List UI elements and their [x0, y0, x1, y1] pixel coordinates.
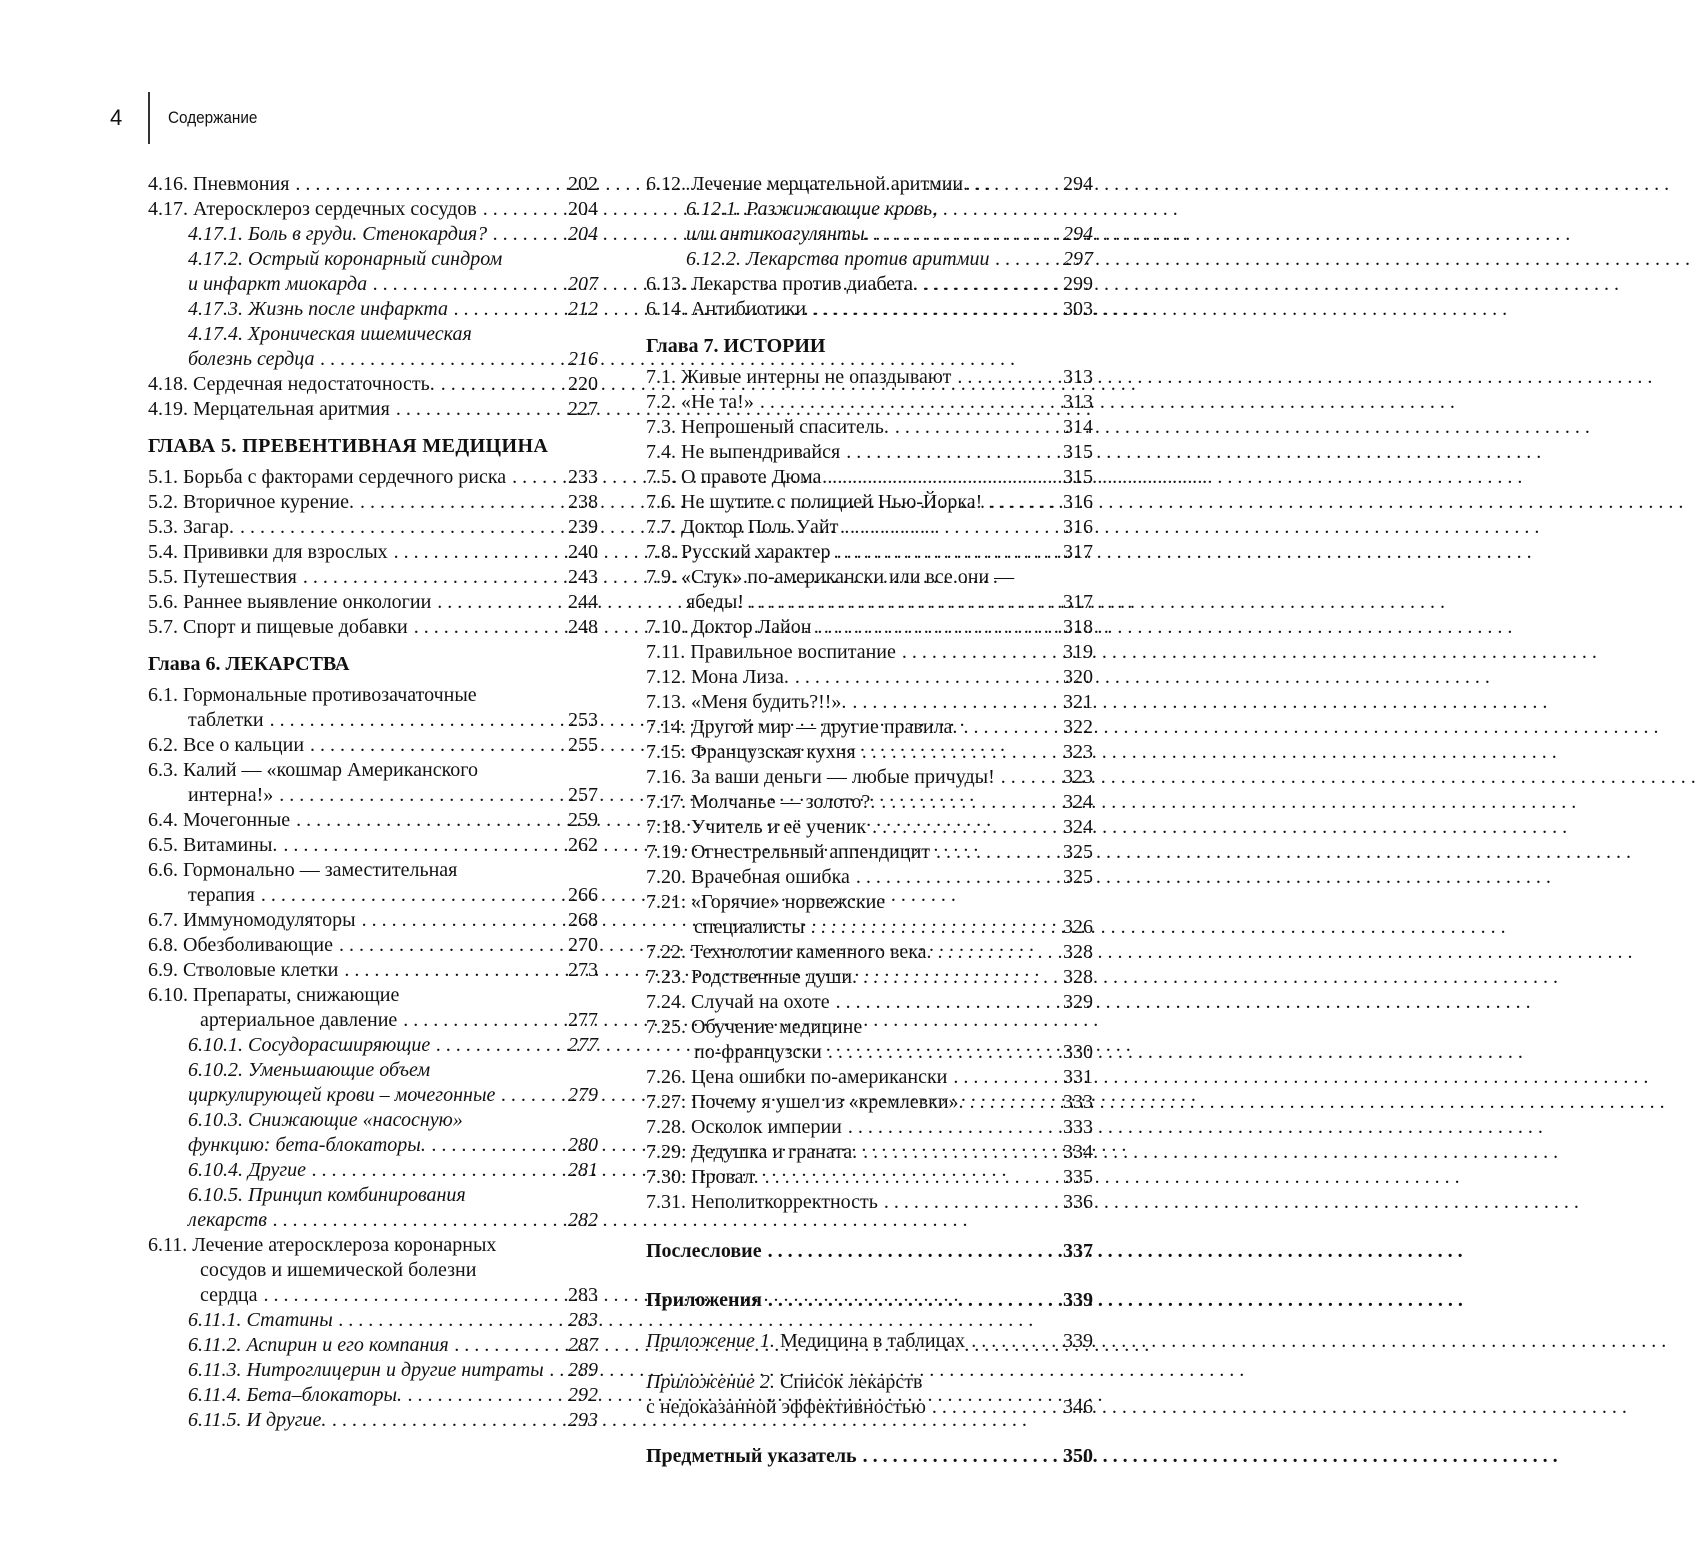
toc-appendix-2-line: Приложение 2. Список лекарств	[646, 1371, 923, 1393]
toc-subentry-line: 6.10.2. Уменьшающие объем	[188, 1059, 431, 1081]
toc-entry-line: 6.6. Гормонально — заместительная	[148, 859, 458, 881]
toc-entry: 7.20. Врачебная ошибка . . . 325	[646, 865, 1093, 890]
toc-subentry-line: 4.17.4. Хроническая ишемическая	[188, 323, 472, 345]
toc-entry: 7.26. Цена ошибки по-американски . . . 331	[646, 1065, 1093, 1090]
toc-subentry-line: 6.12.1. Разжижающие кровь,	[686, 198, 938, 220]
toc-entry: 7.8. Русский характер . . . 317	[646, 540, 1093, 565]
toc-subentry: лекарств . . . 282	[148, 1208, 598, 1233]
toc-entry-line: 6.1. Гормональные противозачаточные	[148, 684, 477, 706]
toc-entry: 6.12. Лечение мерцательной аритмии. . . . 294	[646, 172, 1093, 197]
toc-subentry: функцию: бета-блокаторы. . . . 280	[148, 1133, 598, 1158]
toc-subentry: 6.11.3. Нитроглицерин и другие нитраты . . . 289	[148, 1358, 598, 1383]
toc-entry: 6.13. Лекарства против диабета. . . . 299	[646, 272, 1093, 297]
toc-entry: 7.19. Огнестрельный аппендицит . . . 325	[646, 840, 1093, 865]
toc-entry: 7.11. Правильное воспитание . . . 319	[646, 640, 1093, 665]
toc-entry: 7.14. Другой мир — другие правила. . . . 322	[646, 715, 1093, 740]
toc-entry: таблетки . . . 253	[148, 708, 598, 733]
toc-afterword: Послесловие . . . 337	[646, 1239, 1093, 1264]
toc-entry-line: 7.21. «Горячие» норвежские	[646, 891, 886, 913]
chapter-heading: Глава 7. ИСТОРИИ	[646, 335, 826, 357]
toc-subentry: 6.10.4. Другие . . . 281	[148, 1158, 598, 1183]
toc-entry: 7.30. Провал. . . . 335	[646, 1165, 1093, 1190]
toc-subentry: и инфаркт миокарда . . . 207	[148, 272, 598, 297]
toc-entry: по-французски . . . 330	[646, 1040, 1093, 1065]
chapter-heading: Глава 6. ЛЕКАРСТВА	[148, 653, 350, 675]
toc-entry-line: 7.9. «Стук» по-американски или все они —	[646, 566, 1015, 588]
toc-entry: 7.22. Технологии каменного века. . . . 328	[646, 940, 1093, 965]
toc-entry: 4.18. Сердечная недостаточность. . . . 220	[148, 372, 598, 397]
toc-subentry: или антикоагулянты. . . . 294	[646, 222, 1093, 247]
toc-subentry: 6.11.2. Аспирин и его компания . . . 287	[148, 1333, 598, 1358]
toc-entry: 7.7. Доктор Поль Уайт . . . 316	[646, 515, 1093, 540]
toc-entry: 7.12. Мона Лиза. . . . 320	[646, 665, 1093, 690]
toc-subentry: циркулирующей крови – мочегонные . . . 279	[148, 1083, 598, 1108]
toc-entry: 7.28. Осколок империи . . . 333	[646, 1115, 1093, 1140]
toc-subentry: 4.17.3. Жизнь после инфаркта . . . 212	[148, 297, 598, 322]
toc-entry: 7.10. Доктор Лайон . . . 318	[646, 615, 1093, 640]
toc-entry: 7.16. За ваши деньги — любые причуды! . . . 323	[646, 765, 1093, 790]
toc-entry: 5.1. Борьба с факторами сердечного риска . . . 233	[148, 465, 598, 490]
toc-entry: сердца . . . 283	[148, 1283, 598, 1308]
toc-entry: 4.17. Атеросклероз сердечных сосудов . . . 204	[148, 197, 598, 222]
toc-entry: 5.6. Раннее выявление онкологии . . . 244	[148, 590, 598, 615]
toc-entry: специалисты . . . 326	[646, 915, 1093, 940]
toc-entry: ябеды! . . . 317	[646, 590, 1093, 615]
toc-entry: 7.24. Случай на охоте . . . 329	[646, 990, 1093, 1015]
toc-subentry-line: 6.10.5. Принцип комбинирования	[188, 1184, 466, 1206]
toc-entry-line: 6.10. Препараты, снижающие	[148, 984, 400, 1006]
toc-entry: 6.5. Витамины. . . . 262	[148, 833, 598, 858]
toc-entry: 5.4. Прививки для взрослых . . . 240	[148, 540, 598, 565]
toc-subentry: 6.11.1. Статины . . . 283	[148, 1308, 598, 1333]
toc-entry: 7.6. Не шутите с полицией Нью-Йорка! . . . 316	[646, 490, 1093, 515]
toc-entry-line: сосудов и ишемической болезни	[200, 1259, 477, 1281]
toc-entry: 7.18. Учитель и её ученик . . . 324	[646, 815, 1093, 840]
toc-entry: 7.31. Неполиткорректность . . . 336	[646, 1190, 1093, 1215]
toc-subentry: болезнь сердца . . . 216	[148, 347, 598, 372]
toc-entry: 6.8. Обезболивающие . . . 270	[148, 933, 598, 958]
toc-subentry: 4.17.1. Боль в груди. Стенокардия? . . . 204	[148, 222, 598, 247]
toc-subentry-line: 6.10.3. Снижающие «насосную»	[188, 1109, 463, 1131]
toc-appendix-1: Приложение 1. Медицина в таблицах . . . 339	[646, 1329, 1093, 1354]
toc-entry: 7.23. Родственные души. . . . 328	[646, 965, 1093, 990]
toc-entry: 5.3. Загар. . . . 239	[148, 515, 598, 540]
toc-entry: 6.9. Стволовые клетки . . . 273	[148, 958, 598, 983]
toc-entry: артериальное давление . . . 277	[148, 1008, 598, 1033]
toc-subentry-line: 4.17.2. Острый коронарный синдром	[188, 248, 503, 270]
toc-entry: 6.14. Антибиотики . . . 303	[646, 297, 1093, 322]
toc-entry: 7.15. Французская кухня . . . 323	[646, 740, 1093, 765]
toc-entry: 5.2. Вторичное курение. . . . 238	[148, 490, 598, 515]
toc-right-column	[646, 172, 1093, 1469]
toc-entry: 5.7. Спорт и пищевые добавки . . . 248	[148, 615, 598, 640]
toc-entry: 7.5. О правоте Дюма . . . 315	[646, 465, 1093, 490]
page-header	[110, 92, 267, 144]
toc-index: Предметный указатель . . . 350	[646, 1444, 1093, 1469]
page-number: 4	[110, 105, 123, 130]
toc-subentry: 6.11.5. И другие. . . . 293	[148, 1408, 598, 1433]
toc-entry: 4.19. Мерцательная аритмия . . . 227	[148, 397, 598, 422]
header-divider	[148, 92, 150, 144]
toc-entry: 7.27. Почему я ушел из «кремлевки». . . . 333	[646, 1090, 1093, 1115]
toc-subentry: 6.12.2. Лекарства против аритмии . . . 297	[646, 247, 1093, 272]
toc-entry: терапия . . . 266	[148, 883, 598, 908]
toc-entry: 6.2. Все о кальции . . . 255	[148, 733, 598, 758]
toc-entry: 7.29. Дедушка и граната. . . . 334	[646, 1140, 1093, 1165]
toc-entry: 7.3. Непрошеный спаситель. . . . 314	[646, 415, 1093, 440]
toc-entry: 7.4. Не выпендривайся . . . 315	[646, 440, 1093, 465]
toc-appendix-2: с недоказанной эффективностью . . . 346	[646, 1395, 1093, 1420]
toc-entry: 4.16. Пневмония . . . 202	[148, 172, 598, 197]
toc-entry: 6.7. Иммуномодуляторы . . . 268	[148, 908, 598, 933]
toc-appendices: Приложения . . . 339	[646, 1288, 1093, 1313]
toc-entry: 7.2. «Не та!» . . . 313	[646, 390, 1093, 415]
running-title: Содержание	[168, 108, 258, 127]
toc-entry: интерна!» . . . 257	[148, 783, 598, 808]
toc-subentry: 6.10.1. Сосудорасширяющие . . . 277	[148, 1033, 598, 1058]
toc-left-column	[148, 172, 598, 1433]
toc-entry: 5.5. Путешествия . . . 243	[148, 565, 598, 590]
toc-entry-line: 7.25. Обучение медицине	[646, 1016, 863, 1038]
toc-entry: 7.1. Живые интерны не опаздывают . . . 313	[646, 365, 1093, 390]
toc-entry: 7.13. «Меня будить?!!». . . . 321	[646, 690, 1093, 715]
toc-entry: 7.17. Молчанье — золото?. . . . 324	[646, 790, 1093, 815]
toc-subentry: 6.11.4. Бета–блокаторы. . . . 292	[148, 1383, 598, 1408]
toc-entry: 6.4. Мочегонные . . . 259	[148, 808, 598, 833]
chapter-heading: ГЛАВА 5. ПРЕВЕНТИВНАЯ МЕДИЦИНА	[148, 435, 549, 457]
toc-entry-line: 6.3. Калий — «кошмар Американского	[148, 759, 478, 781]
toc-entry-line: 6.11. Лечение атеросклероза коронарных	[148, 1234, 497, 1256]
